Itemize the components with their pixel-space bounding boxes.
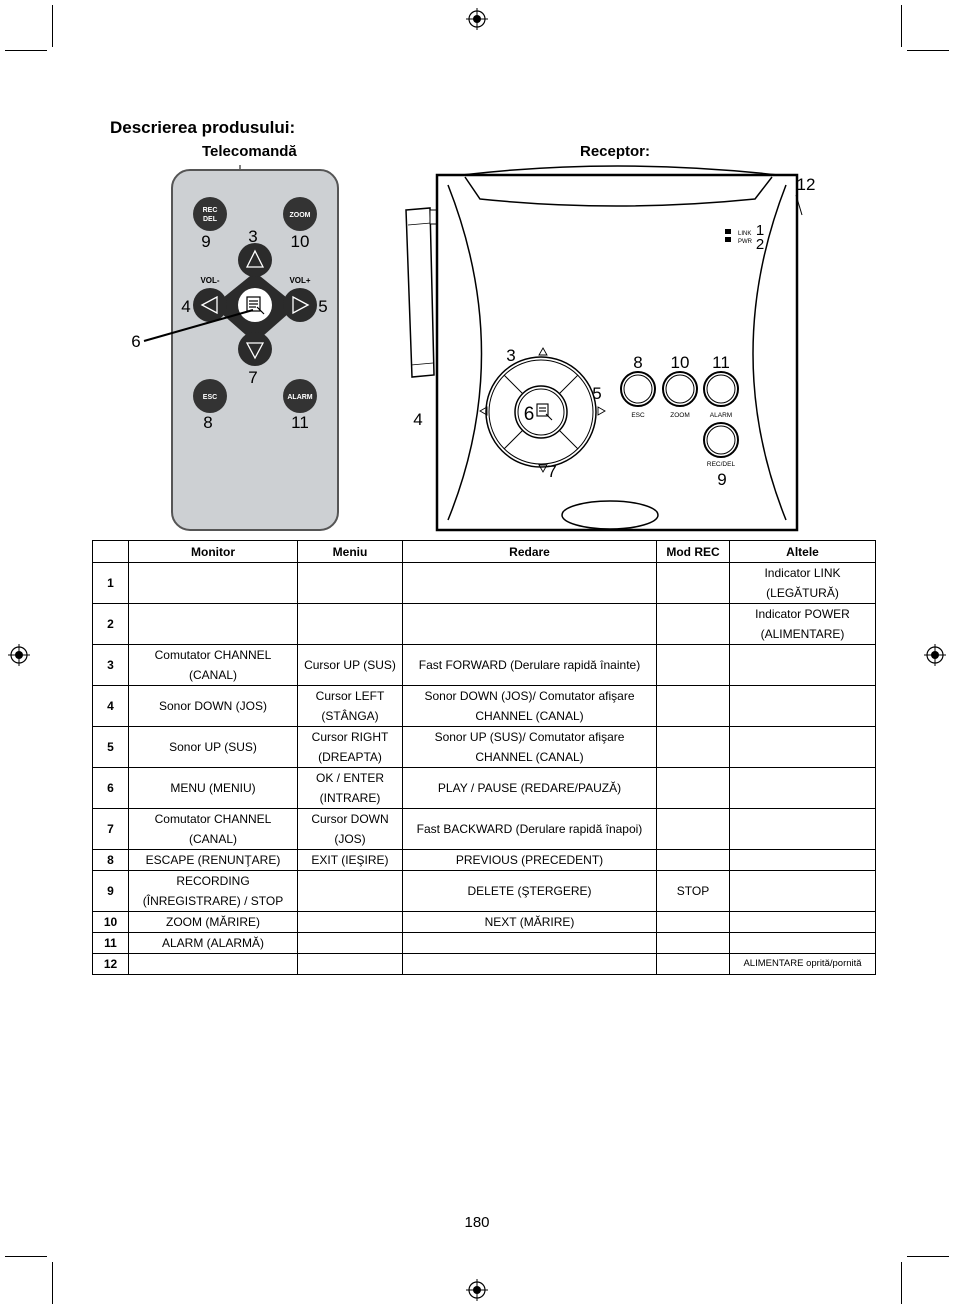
- callout-5: 5: [318, 297, 328, 316]
- cell-altele: Indicator LINK (LEGĂTURĂ): [730, 563, 876, 604]
- link-indicator-label: LINK: [738, 231, 752, 237]
- cell-altele: Indicator POWER (ALIMENTARE): [730, 604, 876, 645]
- cell-altele: [730, 933, 876, 954]
- crop-mark: [907, 1256, 949, 1257]
- table-row: [93, 850, 876, 871]
- table-row: [93, 809, 876, 850]
- crop-mark: [901, 5, 902, 47]
- zoom-button: [283, 197, 317, 231]
- cell-altele: [730, 850, 876, 871]
- cell-monitor: [129, 604, 298, 645]
- header-monitor: Monitor: [129, 541, 298, 563]
- cell-monitor: Sonor UP (SUS): [129, 727, 298, 768]
- cell-redare: [403, 604, 657, 645]
- page-number: 180: [464, 1214, 490, 1231]
- down-button: [238, 332, 272, 366]
- row-num: 4: [93, 686, 129, 727]
- cell-monitor: Comutator CHANNEL (CANAL): [129, 809, 298, 850]
- pwr-indicator-label: PWR: [738, 239, 752, 245]
- cell-meniu: [298, 933, 403, 954]
- cell-redare: [403, 563, 657, 604]
- table-row: [93, 933, 876, 954]
- esc-label: ESC: [202, 394, 218, 401]
- antenna: [406, 208, 434, 377]
- cell-monitor: Sonor DOWN (JOS): [129, 686, 298, 727]
- cell-meniu: [298, 912, 403, 933]
- callout-7: 7: [547, 462, 557, 481]
- callout-10: 10: [290, 232, 310, 251]
- row-num: 12: [93, 954, 129, 975]
- cell-meniu: [298, 563, 403, 604]
- cell-mod-rec: [657, 809, 730, 850]
- cell-redare: Fast BACKWARD (Derulare rapidă înapoi): [403, 809, 657, 850]
- cell-mod-rec: [657, 850, 730, 871]
- callout-6: 6: [523, 404, 535, 425]
- callout-11: 11: [291, 413, 309, 432]
- cell-altele: [730, 768, 876, 809]
- cell-monitor: MENU (MENIU): [129, 768, 298, 809]
- header-num: [93, 541, 129, 563]
- rec-del-button: [704, 423, 738, 468]
- cell-redare: Fast FORWARD (Derulare rapidă înainte): [403, 645, 657, 686]
- table-row: [93, 871, 876, 912]
- vol-minus-label: VOL-: [200, 276, 220, 285]
- row-num: 6: [93, 768, 129, 809]
- cell-redare: PLAY / PAUSE (REDARE/PAUZĂ): [403, 768, 657, 809]
- cell-redare: [403, 933, 657, 954]
- callout-8: 8: [203, 413, 213, 432]
- callout-12: 12: [796, 175, 816, 194]
- cell-meniu: OK / ENTER (INTRARE): [298, 768, 403, 809]
- cell-mod-rec: [657, 954, 730, 975]
- callout-8: 8: [633, 353, 643, 372]
- callout-5: 5: [592, 384, 602, 403]
- esc-label: ESC: [631, 412, 645, 419]
- cell-meniu: Cursor UP (SUS): [298, 645, 403, 686]
- cell-altele: [730, 645, 876, 686]
- table-row: [93, 686, 876, 727]
- cell-altele: [730, 809, 876, 850]
- function-table: [92, 540, 876, 975]
- cell-redare: DELETE (ŞTERGERE): [403, 871, 657, 912]
- cell-altele: ALIMENTARE oprită/pornită: [730, 954, 876, 975]
- row-num: 7: [93, 809, 129, 850]
- crop-mark: [52, 5, 53, 47]
- row-num: 8: [93, 850, 129, 871]
- rec-del-label: REC/DEL: [706, 461, 736, 468]
- menu-button: [238, 288, 272, 322]
- vol-plus-label: VOL+: [289, 276, 311, 285]
- cell-altele: [730, 871, 876, 912]
- table-row: [93, 912, 876, 933]
- cell-redare: Sonor UP (SUS)/ Comutator afişare CHANNEL (CANAL): [403, 727, 657, 768]
- cell-meniu: Cursor LEFT (STÂNGA): [298, 686, 403, 727]
- cell-mod-rec: [657, 912, 730, 933]
- crop-mark: [52, 1262, 53, 1304]
- table-row: [93, 954, 876, 975]
- cell-monitor: [129, 954, 298, 975]
- row-num: 10: [93, 912, 129, 933]
- cell-monitor: RECORDING (ÎNREGISTRARE) / STOP: [129, 871, 298, 912]
- row-num: 9: [93, 871, 129, 912]
- registration-mark-icon: [466, 1279, 488, 1301]
- cell-monitor: ZOOM (MĂRIRE): [129, 912, 298, 933]
- remote-title: Telecomandă: [202, 143, 297, 160]
- header-meniu: Meniu: [298, 541, 403, 563]
- callout-2: 2: [755, 236, 765, 253]
- cell-meniu: [298, 871, 403, 912]
- cell-redare: PREVIOUS (PRECEDENT): [403, 850, 657, 871]
- table-row: [93, 563, 876, 604]
- rec-del-button: [193, 197, 227, 231]
- receiver-illustration: [400, 165, 825, 535]
- pwr-led-icon: [725, 237, 731, 242]
- cell-monitor: Comutator CHANNEL (CANAL): [129, 645, 298, 686]
- up-button: [238, 243, 272, 277]
- callout-4: 4: [413, 410, 423, 429]
- cell-mod-rec: [657, 933, 730, 954]
- cell-meniu: Cursor DOWN (JOS): [298, 809, 403, 850]
- cell-redare: [403, 954, 657, 975]
- right-button: [283, 288, 317, 322]
- cell-mod-rec: STOP: [657, 871, 730, 912]
- zoom-label: ZOOM: [670, 412, 690, 419]
- header-altele: Altele: [730, 541, 876, 563]
- callout-6: 6: [131, 332, 141, 351]
- section-heading: Descrierea produsului:: [110, 118, 296, 137]
- cell-mod-rec: [657, 563, 730, 604]
- callout-7: 7: [248, 368, 258, 387]
- crop-mark: [5, 50, 47, 51]
- registration-mark-icon: [924, 644, 946, 666]
- receiver-title: Receptor:: [580, 143, 651, 160]
- row-num: 11: [93, 933, 129, 954]
- cell-meniu: Cursor RIGHT (DREAPTA): [298, 727, 403, 768]
- table-row: [93, 604, 876, 645]
- crop-mark: [901, 1262, 902, 1304]
- cell-altele: [730, 912, 876, 933]
- bottom-grip: [562, 501, 658, 529]
- del-label: DEL: [203, 216, 217, 223]
- cell-mod-rec: [657, 686, 730, 727]
- alarm-button: [283, 379, 317, 413]
- header-redare: Redare: [403, 541, 657, 563]
- table-header-row: [93, 541, 876, 563]
- header-mod-rec: Mod REC: [657, 541, 730, 563]
- cell-meniu: [298, 954, 403, 975]
- remote-control-illustration: [120, 160, 350, 535]
- cell-meniu: EXIT (IEŞIRE): [298, 850, 403, 871]
- crop-mark: [907, 50, 949, 51]
- zoom-label: ZOOM: [289, 212, 311, 219]
- callout-1: 1: [755, 222, 765, 239]
- cell-altele: [730, 727, 876, 768]
- crop-mark: [5, 1256, 47, 1257]
- cell-mod-rec: [657, 768, 730, 809]
- cell-altele: [730, 686, 876, 727]
- callout-11: 11: [712, 353, 730, 372]
- row-num: 5: [93, 727, 129, 768]
- table-row: [93, 768, 876, 809]
- row-num: 2: [93, 604, 129, 645]
- rec-label: REC: [202, 207, 218, 214]
- cell-monitor: [129, 563, 298, 604]
- callout-10: 10: [670, 353, 690, 372]
- callout-9: 9: [201, 232, 211, 251]
- cell-redare: NEXT (MĂRIRE): [403, 912, 657, 933]
- table-row: [93, 645, 876, 686]
- callout-3: 3: [506, 346, 516, 365]
- esc-button: [193, 379, 227, 413]
- row-num: 1: [93, 563, 129, 604]
- top-slot: [465, 177, 772, 206]
- left-button: [193, 288, 227, 322]
- receiver-body: [437, 175, 797, 530]
- cell-meniu: [298, 604, 403, 645]
- registration-mark-icon: [466, 8, 488, 30]
- cell-mod-rec: [657, 727, 730, 768]
- table-row: [93, 727, 876, 768]
- cell-monitor: ESCAPE (RENUNŢARE): [129, 850, 298, 871]
- link-led-icon: [725, 229, 731, 234]
- alarm-label: ALARM: [709, 412, 733, 419]
- cell-mod-rec: [657, 645, 730, 686]
- cell-monitor: ALARM (ALARMĂ): [129, 933, 298, 954]
- callout-4: 4: [181, 297, 191, 316]
- alarm-label: ALARM: [287, 394, 313, 401]
- registration-mark-icon: [8, 644, 30, 666]
- cell-redare: Sonor DOWN (JOS)/ Comutator afişare CHANNEL (CANAL): [403, 686, 657, 727]
- callout-3: 3: [248, 227, 258, 246]
- callout-9: 9: [717, 470, 727, 489]
- cell-mod-rec: [657, 604, 730, 645]
- row-num: 3: [93, 645, 129, 686]
